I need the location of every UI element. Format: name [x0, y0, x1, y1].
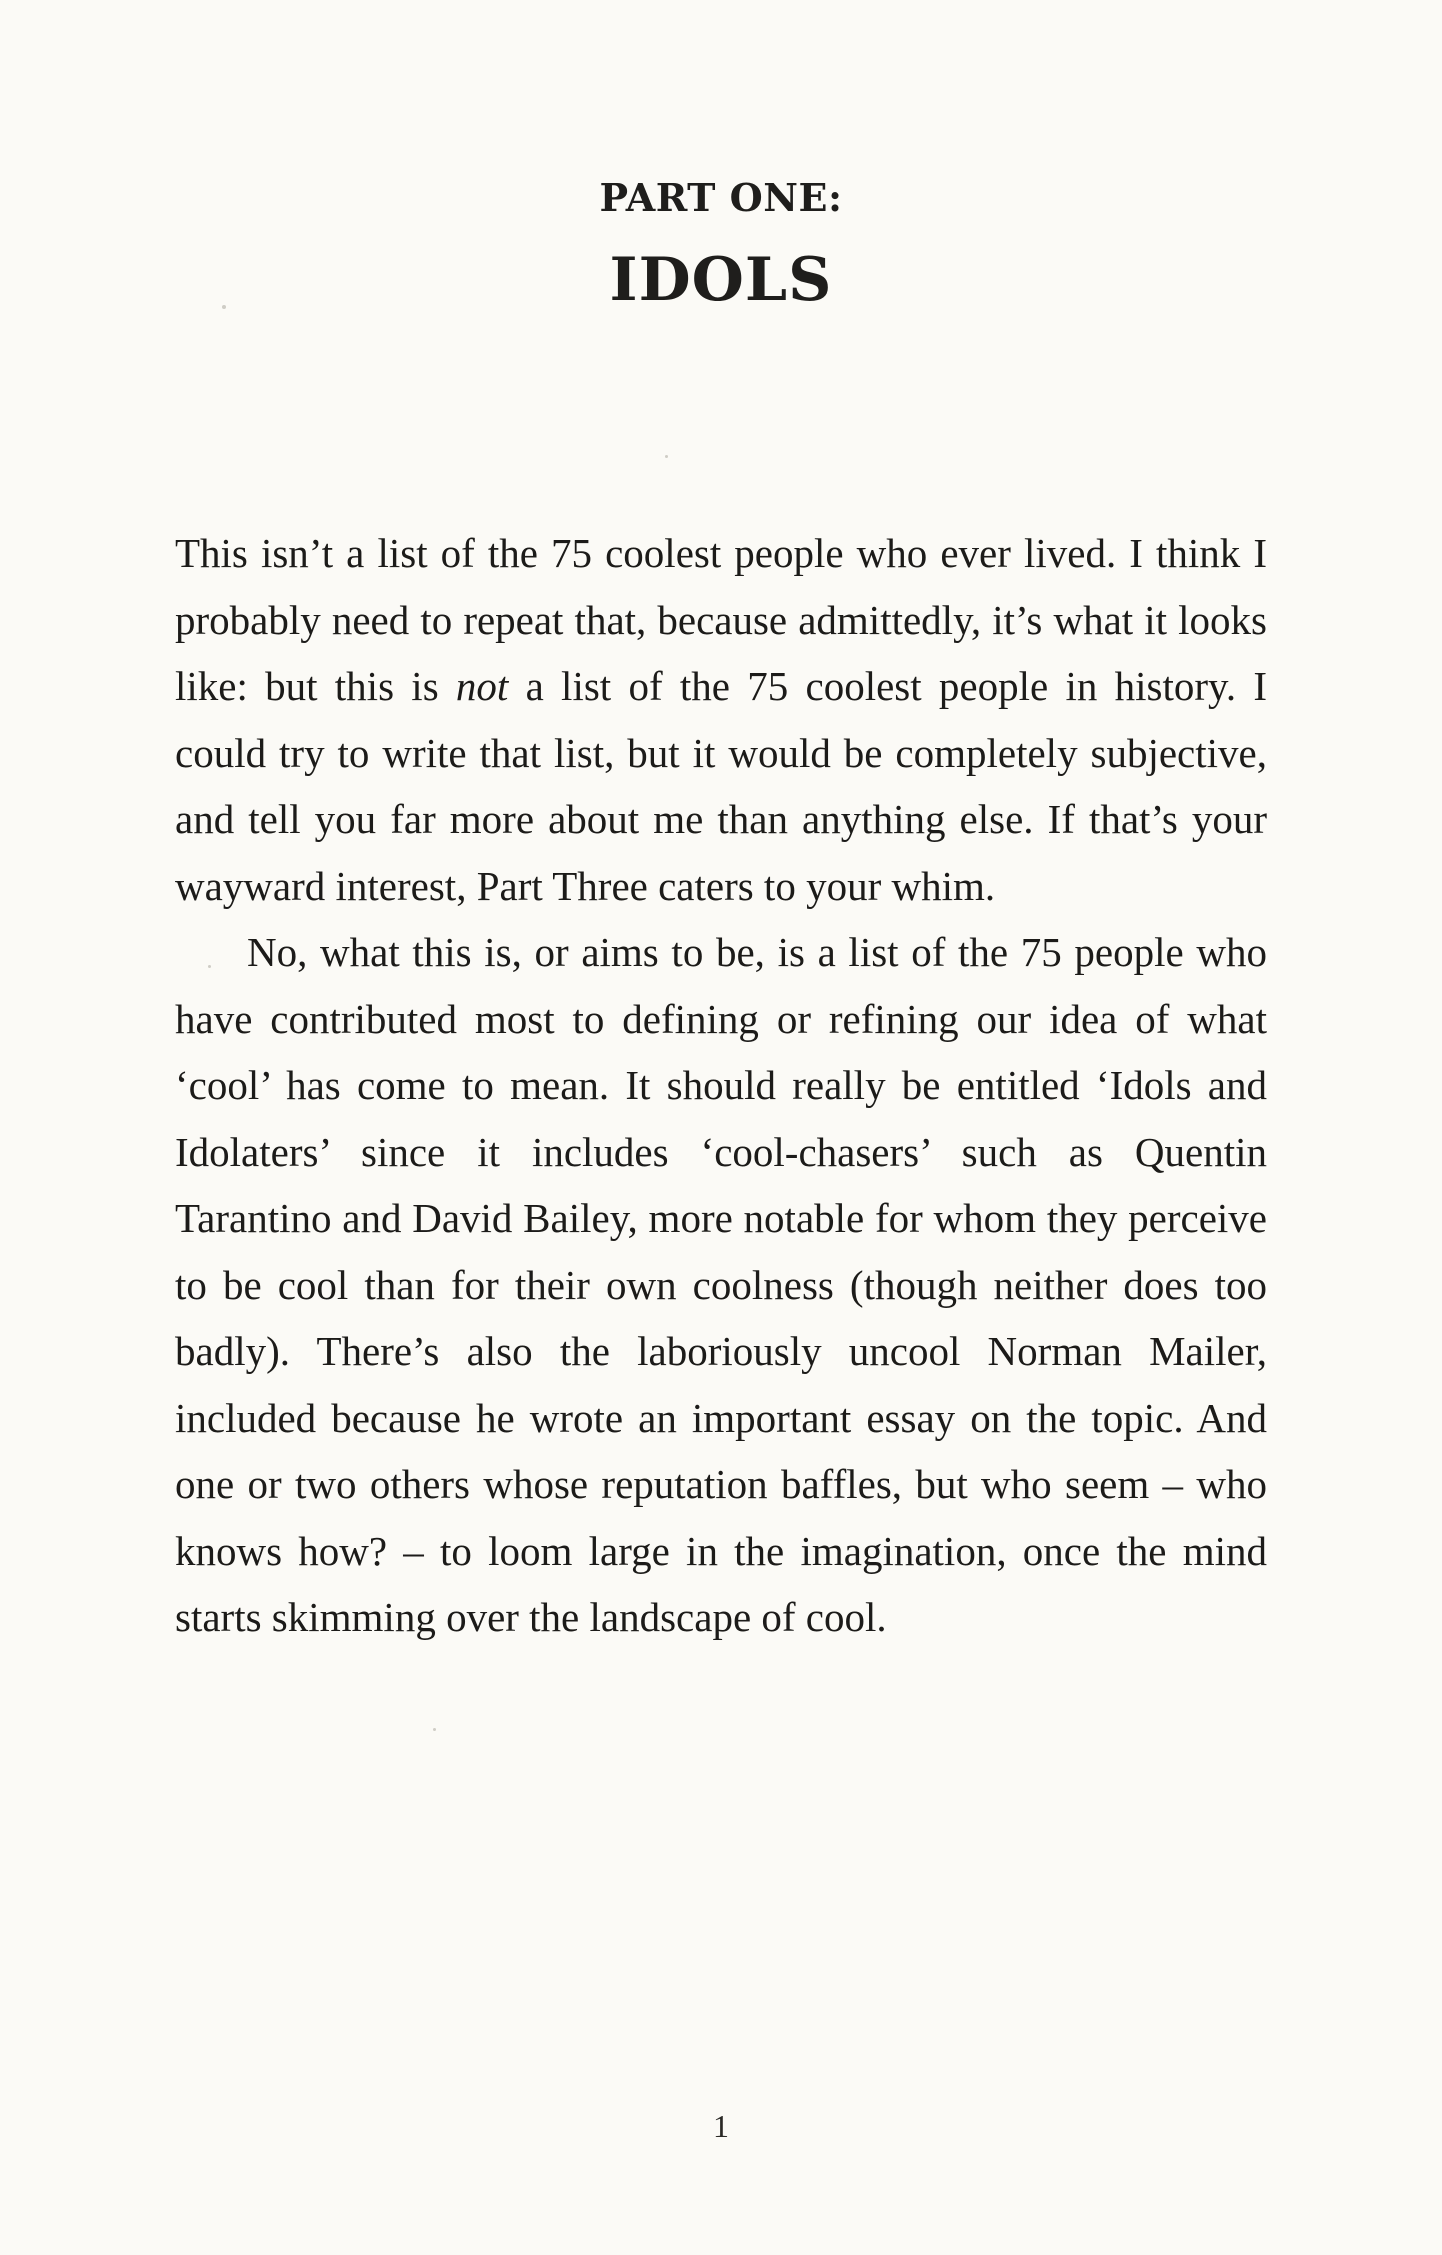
paragraph-1-text-start: This isn’t a list of the 75 coolest people who ever lived. I think I probably need to repeat that, because admittedly, it’s what it looks like: but this is [175, 530, 1267, 709]
paper-speck [208, 965, 211, 968]
paper-speck [433, 1728, 436, 1731]
part-label: PART ONE: [599, 175, 843, 220]
paragraph-2: No, what this is, or aims to be, is a list of the 75 people who have contributed most to defining or refining our idea of what ‘cool’ has come to mean. It should really be entitled ‘Idols and Idolaters’ since it includes ‘cool-chasers’ such as Quentin Tarantino and David Bailey, more notable for whom they perceive to be cool than for their own coolness (though neither does too badly). There’s also the laboriously uncool Norman Mailer, included because he wrote an important essay on the topic. And one or two others whose reputation baffles, but who seem – who knows how? – to loom large in the imagination, once the mind starts skimming over the landscape of cool. [175, 929, 1267, 1640]
paragraph-1-text-end: a list of the 75 coolest people in history. I could try to write that list, but it would be completely subjective, and tell you far more about me than anything else. If that’s your wayward interest, Part Three caters to your whim. [175, 663, 1267, 909]
page-number: 1 [713, 2108, 729, 2144]
paper-speck [665, 455, 668, 458]
paragraph-1 [175, 520, 1267, 919]
body-text [175, 520, 1267, 1651]
part-title: IDOLS [609, 245, 833, 315]
emphasis-not: not [455, 663, 509, 709]
paper-speck [222, 305, 226, 309]
